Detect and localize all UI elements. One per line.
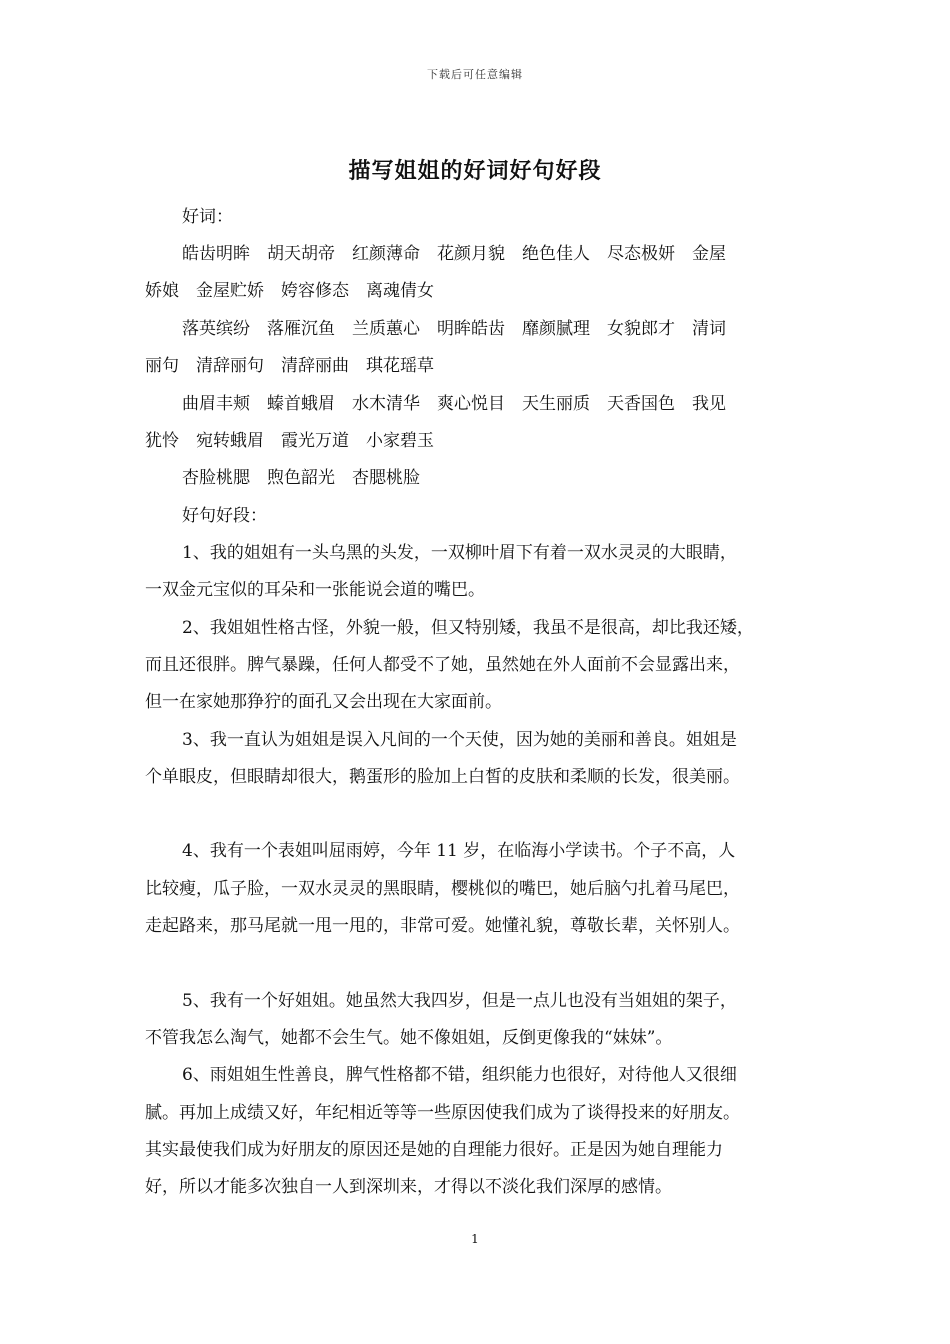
paragraph-line: 腻。再加上成绩又好，年纪相近等等一些原因使我们成为了谈得投来的好朋友。	[145, 1103, 740, 1123]
paragraph-line: 1、我的姐姐有一头乌黑的头发，一双柳叶眉下有着一双水灵灵的大眼睛，	[182, 543, 737, 563]
word-list-line: 犹怜 宛转蛾眉 霞光万道 小家碧玉	[145, 431, 434, 451]
word-list-line: 丽句 清辞丽句 清辞丽曲 琪花瑶草	[145, 356, 434, 376]
paragraph-line: 一双金元宝似的耳朵和一张能说会道的嘴巴。	[145, 580, 485, 600]
page-header: 下载后可任意编辑	[427, 68, 523, 81]
word-list-line: 皓齿明眸 胡天胡帝 红颜薄命 花颜月貌 绝色佳人 尽态极妍 金屋	[182, 244, 726, 264]
paragraph-line: 而且还很胖。脾气暴躁，任何人都受不了她，虽然她在外人面前不会显露出来，	[145, 655, 740, 675]
document-title: 描写姐姐的好词好句好段	[348, 158, 602, 184]
word-list-line: 曲眉丰颊 螓首蛾眉 水木清华 爽心悦目 天生丽质 天香国色 我见	[182, 394, 726, 414]
paragraph-line: 不管我怎么淘气，她都不会生气。她不像姐姐，反倒更像我的“妹妹”。	[145, 1028, 673, 1048]
section-heading-words: 好词：	[182, 207, 233, 227]
paragraph-line: 个单眼皮，但眼睛却很大，鹅蛋形的脸加上白皙的皮肤和柔顺的长发，很美丽。	[145, 767, 740, 787]
paragraph-line: 5、我有一个好姐姐。她虽然大我四岁，但是一点儿也没有当姐姐的架子，	[182, 991, 737, 1011]
paragraph-line: 4、我有一个表姐叫屈雨婷，今年 11 岁，在临海小学读书。个子不高，人	[182, 841, 736, 861]
paragraph-line: 比较瘦，瓜子脸，一双水灵灵的黑眼睛，樱桃似的嘴巴，她后脑勺扎着马尾巴，	[145, 879, 740, 899]
word-list-line: 娇娘 金屋贮娇 姱容修态 离魂倩女	[145, 281, 434, 301]
section-heading-sentences: 好句好段：	[182, 506, 267, 526]
paragraph-line: 6、雨姐姐生性善良，脾气性格都不错，组织能力也很好，对待他人又很细	[182, 1065, 737, 1085]
paragraph-line: 但一在家她那狰狞的面孔又会出现在大家面前。	[145, 692, 502, 712]
page-number: 1	[471, 1232, 479, 1246]
word-list-line: 落英缤纷 落雁沉鱼 兰质蕙心 明眸皓齿 靡颜腻理 女貌郎才 清词	[182, 319, 726, 339]
paragraph-line: 2、我姐姐性格古怪，外貌一般，但又特别矮，我虽不是很高，却比我还矮，	[182, 618, 754, 638]
word-list-line: 杏脸桃腮 煦色韶光 杏腮桃脸	[182, 468, 420, 488]
paragraph-line: 走起路来，那马尾就一甩一甩的，非常可爱。她懂礼貌，尊敬长辈，关怀别人。	[145, 916, 740, 936]
paragraph-line: 其实最使我们成为好朋友的原因还是她的自理能力很好。正是因为她自理能力	[145, 1140, 723, 1160]
paragraph-line: 好，所以才能多次独自一人到深圳来，才得以不淡化我们深厚的感情。	[145, 1177, 672, 1197]
paragraph-line: 3、我一直认为姐姐是误入凡间的一个天使，因为她的美丽和善良。姐姐是	[182, 730, 737, 750]
